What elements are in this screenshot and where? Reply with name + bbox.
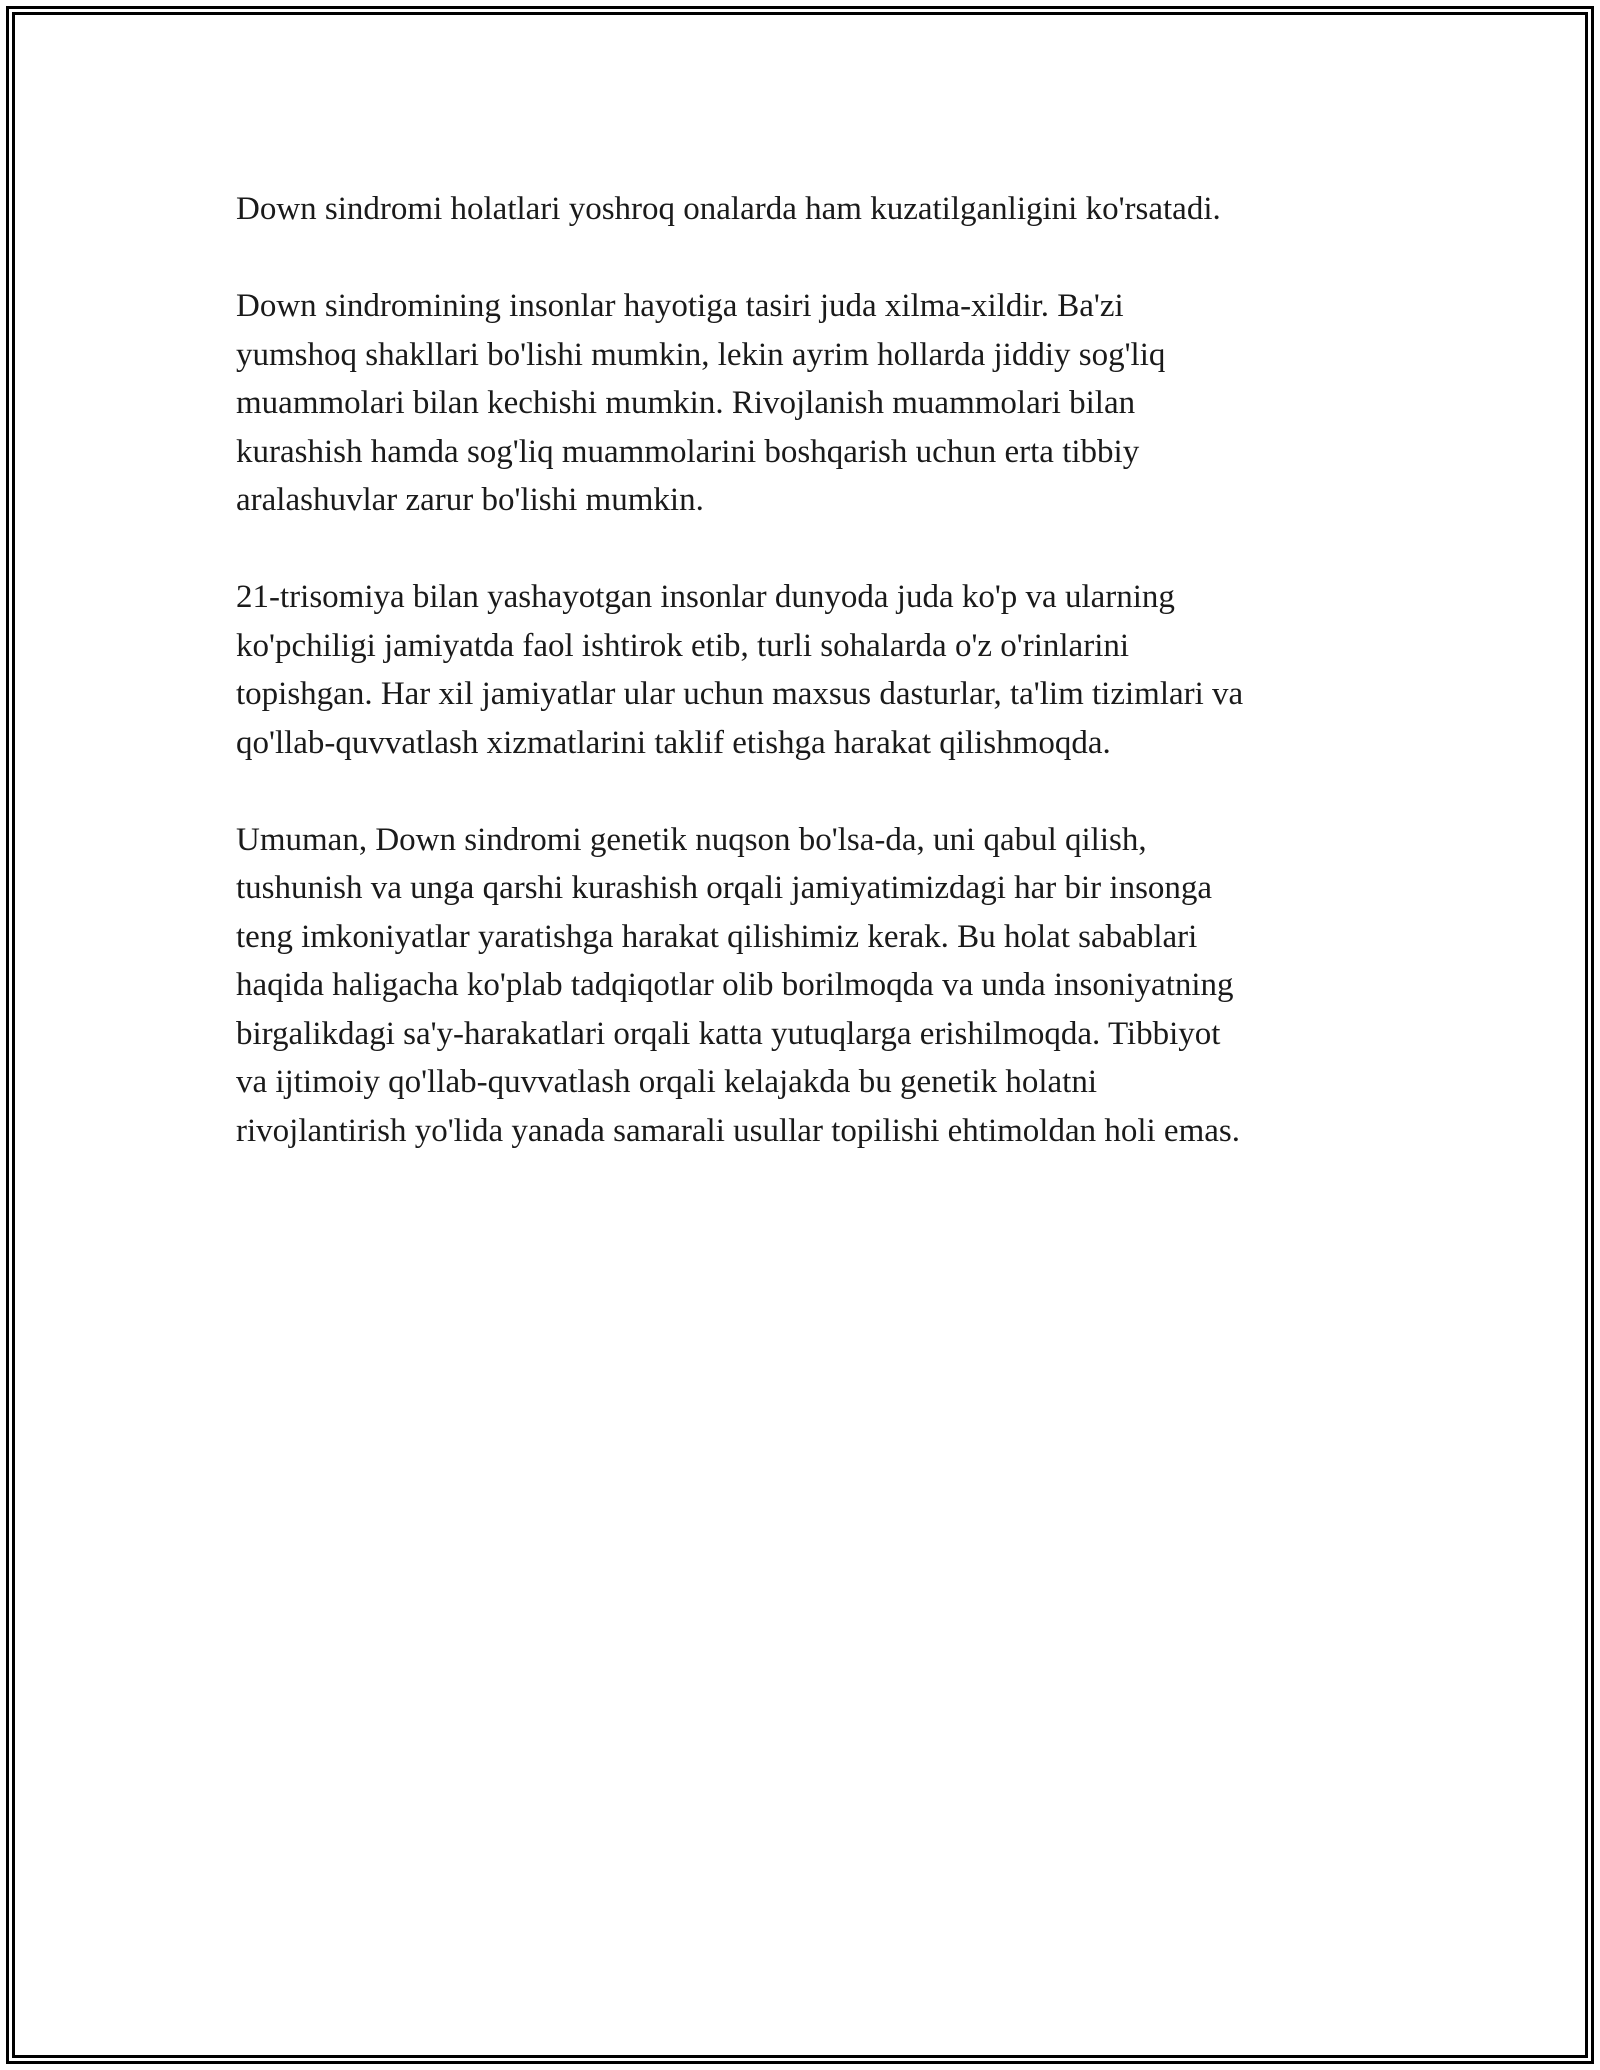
paragraph-1: Down sindromi holatlari yoshroq onalarda ham kuzatilganligini ko'rsatadi. bbox=[236, 191, 1221, 227]
paragraph-4: Umuman, Down sindromi genetik nuqson bo'lsa-da, uni qabul qilish, tushunish va unga qarshi kurashish orqali jamiyatimizdagi har bir insonga teng imkoniyatlar yaratishga harakat qilishimiz kerak. Bu holat sabablari haqida haligacha ko'plab tadqiqotlar olib borilmoqda va unda insoniyatning birgalikdagi sa'y-harakatlari orqali katta yutuqlarga erishilmoqda. Tibbiyot va ijtimoiy qo'llab-quvvatlash orqali kelajakda bu genetik holatni rivojlantirish yo'lida yanada samarali usullar topilishi ehtimoldan holi emas. bbox=[236, 821, 1240, 1149]
document-body bbox=[236, 185, 1366, 1204]
paragraph-3: 21-trisomiya bilan yashayotgan insonlar dunyoda juda ko'p va ularning ko'pchiligi jamiyatda faol ishtirok etib, turli sohalarda o'z o'rinlarini topishgan. Har xil jamiyatlar ular uchun maxsus dasturlar, ta'lim tizimlari va qo'llab-quvvatlash xizmatlarini taklif etishga harakat qilishmoqda. bbox=[236, 579, 1244, 761]
paragraph-2: Down sindromining insonlar hayotiga tasiri juda xilma-xildir. Ba'zi yumshoq shakllari bo'lishi mumkin, lekin ayrim hollarda jiddiy sog'liq muammolari bilan kechishi mumkin. Rivojlanish muammolari bilan kurashish hamda sog'liq muammolarini boshqarish uchun erta tibbiy aralashuvlar zarur bo'lishi mumkin. bbox=[236, 288, 1166, 518]
